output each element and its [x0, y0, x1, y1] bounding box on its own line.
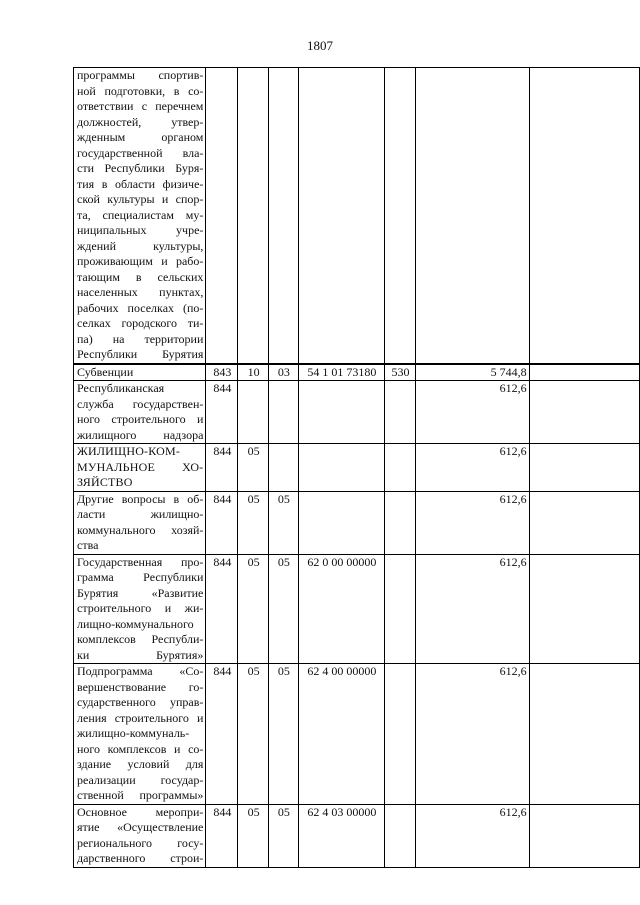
description-line: грамма Республики [77, 570, 204, 584]
empty-cell [529, 664, 639, 805]
description-line: ласти жилищно- [77, 507, 204, 521]
department-code-cell: 844 [206, 491, 238, 554]
description-line: государственной вла- [77, 145, 204, 160]
target-article-cell [298, 444, 384, 492]
description-line: ной подготовки, в со- [77, 83, 204, 98]
section-code-cell: 10 [238, 364, 269, 381]
empty-cell [529, 444, 639, 492]
table-row [74, 554, 640, 664]
description-line: па) на территории [77, 331, 204, 346]
row-description [74, 444, 206, 492]
description-line: дарственного строи- [77, 851, 204, 865]
description-line: МУНАЛЬНОЕ ХО- [77, 459, 204, 474]
section-code-cell: 05 [238, 491, 269, 554]
department-code-cell: 844 [206, 444, 238, 492]
section-code-cell: 05 [238, 444, 269, 492]
department-code-cell: 844 [206, 381, 238, 444]
empty-cell [529, 804, 639, 867]
amount-cell: 612,6 [415, 804, 529, 867]
subsection-code-cell [269, 381, 299, 444]
department-code-cell: 843 [206, 364, 238, 381]
amount-cell: 612,6 [415, 444, 529, 492]
description-line: ства [77, 538, 99, 552]
subsection-code-cell: 05 [269, 554, 299, 664]
description-line: сударственного управ- [77, 695, 204, 709]
description-line: Государственная про- [77, 554, 204, 569]
target-article-cell [298, 381, 384, 444]
description-line: лищно-коммунального [77, 616, 194, 631]
amount-cell: 612,6 [415, 664, 529, 805]
subsection-code-cell: 05 [269, 804, 299, 867]
empty-cell [529, 364, 639, 381]
target-article-cell: 62 0 00 00000 [298, 554, 384, 664]
expense-type-cell [385, 381, 416, 444]
row-description [74, 68, 206, 364]
description-line: служба государствен- [77, 396, 204, 411]
description-line: реализации государ- [77, 772, 204, 787]
description-line: комплексов Республи- [77, 632, 204, 646]
description-line: здание условий для [77, 757, 204, 771]
department-code-cell: 844 [206, 804, 238, 867]
subsection-code-cell: 05 [269, 664, 299, 805]
description-line: проживающим и рабо- [77, 254, 204, 268]
empty-cell [529, 68, 639, 364]
subsection-code-cell: 05 [269, 491, 299, 554]
row-description [74, 804, 206, 867]
row-description [74, 364, 206, 381]
department-code-cell: 844 [206, 664, 238, 805]
description-line: ного комплексов и со- [77, 741, 204, 756]
description-line: Основное меропри- [77, 804, 204, 819]
section-code-cell: 05 [238, 554, 269, 664]
description-line: коммунального хозяй- [77, 522, 204, 537]
expense-type-cell [385, 804, 416, 867]
section-code-cell [238, 68, 269, 364]
section-code-cell [238, 381, 269, 444]
description-line: та, специалистам му- [77, 207, 204, 222]
expense-type-cell [385, 554, 416, 664]
description-line: ответствии с перечнем [77, 99, 204, 113]
row-description [74, 664, 206, 805]
target-article-cell: 54 1 01 73180 [298, 364, 384, 381]
description-line: сти Республики Буря- [77, 161, 204, 175]
target-article-cell: 62 4 03 00000 [298, 804, 384, 867]
description-line: ятие «Осуществление [77, 820, 204, 834]
description-line: ления строительного и [77, 710, 204, 725]
description-line: Бурятия «Развитие [77, 585, 204, 600]
table-row [74, 804, 640, 867]
amount-cell: 612,6 [415, 554, 529, 664]
description-line: Республиканская [77, 381, 165, 395]
target-article-cell [298, 68, 384, 364]
description-line: ниципальных учре- [77, 223, 204, 237]
description-line: Другие вопросы в об- [77, 491, 204, 506]
subsection-code-cell: 03 [269, 364, 299, 381]
description-line: ственной программы» [77, 788, 204, 802]
description-line: населенных пунктах, [77, 285, 204, 299]
table-row [74, 491, 640, 554]
department-code-cell: 844 [206, 554, 238, 664]
description-line: жилищно-коммуналь- [77, 726, 190, 740]
section-code-cell: 05 [238, 804, 269, 867]
description-line: ской культуры и спор- [77, 192, 204, 206]
target-article-cell [298, 491, 384, 554]
description-line: ЖИЛИЩНО-КОМ- [77, 444, 181, 458]
subsection-code-cell [269, 68, 299, 364]
table-row [74, 664, 640, 805]
expense-type-cell: 530 [385, 364, 416, 381]
description-line: строительного и жи- [77, 601, 204, 615]
expense-type-cell [385, 444, 416, 492]
empty-cell [529, 554, 639, 664]
expense-type-cell [385, 491, 416, 554]
expense-type-cell [385, 68, 416, 364]
empty-cell [529, 381, 639, 444]
table-row [74, 444, 640, 492]
description-line: рабочих поселках (по- [77, 300, 204, 315]
section-code-cell: 05 [238, 664, 269, 805]
description-line: регионального госу- [77, 835, 204, 850]
description-line: тия в области физиче- [77, 176, 204, 191]
budget-table-body [74, 68, 640, 868]
table-row [74, 364, 640, 381]
row-description [74, 381, 206, 444]
description-line: Подпрограмма «Со- [77, 664, 204, 678]
description-line: ки Бурятия» [77, 647, 204, 662]
description-line: жденным органом [77, 130, 204, 144]
amount-cell: 612,6 [415, 491, 529, 554]
amount-cell: 612,6 [415, 381, 529, 444]
target-article-cell: 62 4 00 00000 [298, 664, 384, 805]
budget-table [73, 67, 640, 868]
description-line: Республики Бурятия [77, 347, 204, 361]
description-line: жилищного надзора [77, 427, 204, 442]
description-line: Субвенции [77, 364, 134, 379]
description-line: селках городского ти- [77, 316, 204, 330]
table-row [74, 68, 640, 364]
subsection-code-cell [269, 444, 299, 492]
department-code-cell [206, 68, 238, 364]
table-row [74, 381, 640, 444]
description-line: ЗЯЙСТВО [77, 475, 133, 489]
description-line: ждений культуры, [77, 238, 204, 253]
empty-cell [529, 491, 639, 554]
description-line: должностей, утвер- [77, 114, 204, 129]
description-line: программы спортив- [77, 68, 204, 82]
page-number: 1807 [307, 38, 333, 53]
row-description [74, 491, 206, 554]
description-line: ного строительного и [77, 412, 204, 426]
description-line: вершенствование го- [77, 679, 204, 694]
description-line: тающим в сельских [77, 269, 204, 284]
amount-cell: 5 744,8 [415, 364, 529, 381]
row-description [74, 554, 206, 664]
expense-type-cell [385, 664, 416, 805]
amount-cell [415, 68, 529, 364]
